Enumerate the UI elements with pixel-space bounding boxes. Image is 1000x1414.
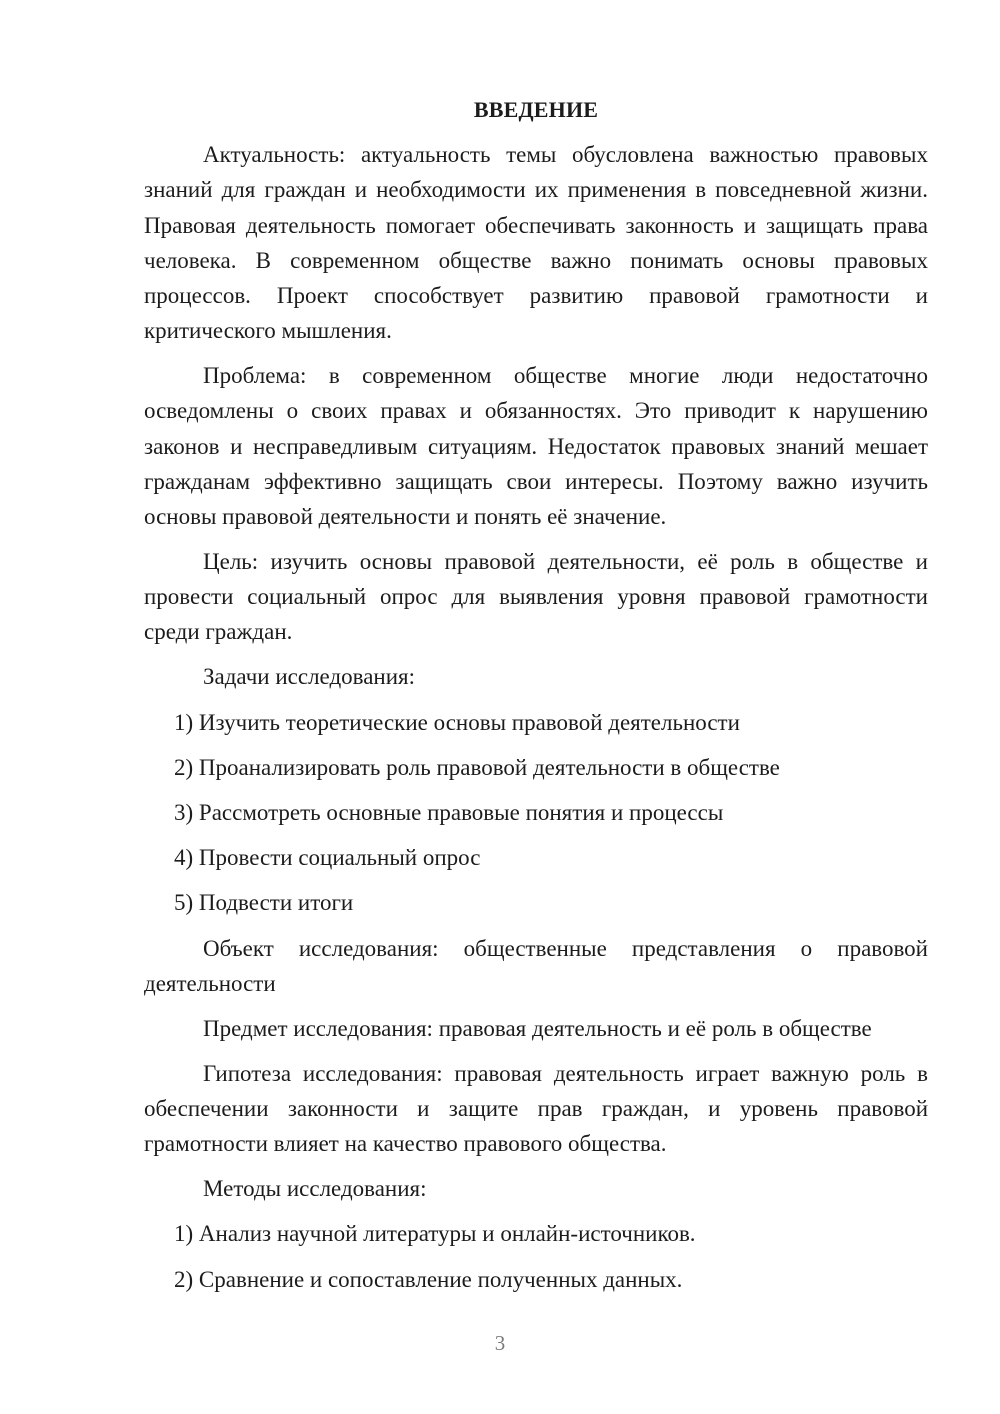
subject-paragraph: Предмет исследования: правовая деятельность и её роль в обществе (203, 1015, 872, 1041)
task-item: 2) Проанализировать роль правовой деятельности в обществе (174, 754, 780, 780)
method-item: 1) Анализ научной литературы и онлайн-источников. (174, 1221, 696, 1247)
hypothesis-paragraph: Гипотеза исследования: правовая деятельность играет важную роль в обеспечении законности и защите прав граждан, и уровень правовой грамотности влияет на качество правового общества. (144, 1060, 928, 1157)
section-title: ВВЕДЕНИЕ (473, 97, 599, 122)
method-item: 2) Сравнение и сопоставление полученных данных. (174, 1266, 683, 1292)
task-item: 3) Рассмотреть основные правовые понятия и процессы (174, 800, 724, 826)
methods-list (144, 1216, 928, 1296)
page-number: 3 (494, 1331, 506, 1355)
problem-paragraph: Проблема: в современном обществе многие люди недостаточно осведомлены о своих правах и обязанностях. Это приводит к нарушению законов и несправедливым ситуациям. Недостаток правовых знаний мешает гражданам эффективно защищать свои интересы. Поэтому важно изучить основы правовой деятельности и понять её значение. (144, 363, 928, 530)
object-paragraph: Объект исследования: общественные представления о правовой деятельности (144, 935, 928, 996)
task-item: 1) Изучить теоретические основы правовой деятельности (174, 709, 740, 735)
tasks-list (144, 705, 928, 921)
goal-paragraph: Цель: изучить основы правовой деятельности, её роль в обществе и провести социальный опрос для выявления уровня правовой грамотности среди граждан. (144, 549, 928, 645)
methods-heading: Методы исследования: (203, 1176, 427, 1202)
tasks-heading: Задачи исследования: (203, 664, 416, 690)
relevance-paragraph: Актуальность: актуальность темы обусловлена важностью правовых знаний для граждан и необходимости их применения в повседневной жизни. Правовая деятельность помогает обеспечивать законность и защищать права человека. В современном обществе важно понимать основы правовых процессов. Проект способствует развитию правовой грамотности и критического мышления. (144, 142, 928, 344)
task-item: 5) Подвести итоги (174, 890, 354, 916)
task-item: 4) Провести социальный опрос (174, 845, 481, 871)
document-page (144, 92, 928, 1307)
